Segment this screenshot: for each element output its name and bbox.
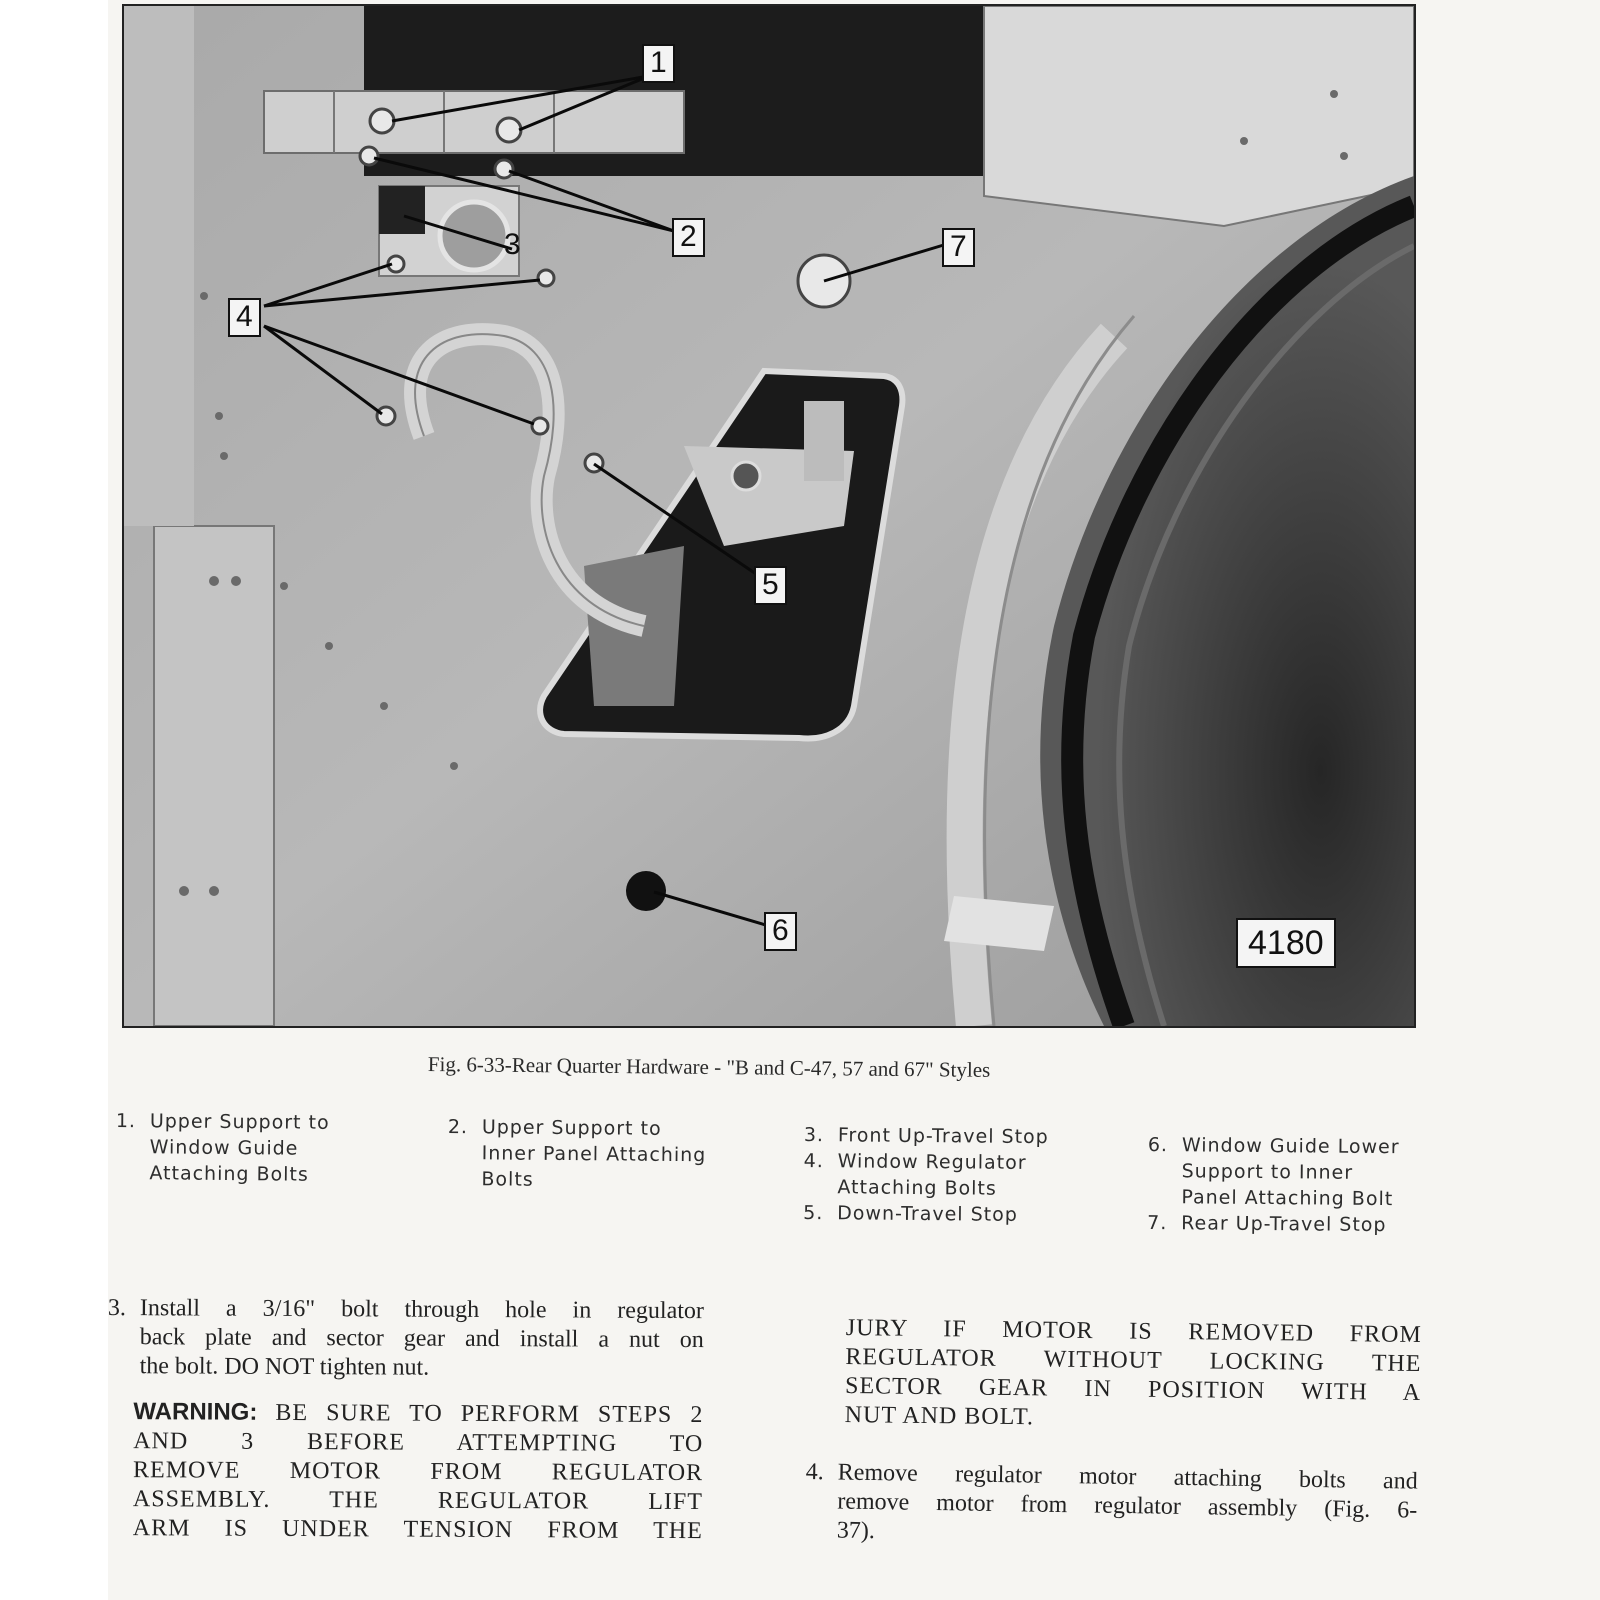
legend-item (803, 1200, 1103, 1229)
legend-text: Rear Up-Travel Stop (1181, 1212, 1387, 1237)
callout-7: 7 (942, 228, 975, 267)
step-line: 37). (836, 1517, 876, 1545)
body-left-column (107, 1294, 708, 1546)
legend-text: Down-Travel Stop (837, 1202, 1018, 1226)
legend-number: 3. (803, 1123, 825, 1147)
legend-number: 2. (447, 1115, 469, 1139)
step-number: 4. (805, 1458, 824, 1486)
warning-line: NUT AND BOLT. (844, 1401, 1035, 1431)
legend-text: Window Regulator Attaching Bolts (837, 1150, 1027, 1200)
legend-text: Window Guide Lower Support to Inner Panel Attaching Bolt (1181, 1134, 1400, 1211)
callout-3: 3 (504, 228, 521, 261)
callout-1: 1 (642, 44, 675, 83)
legend-column-1 (115, 1108, 376, 1188)
warning-line: AND 3 BEFORE ATTEMPTING TO (133, 1428, 704, 1458)
warning-line: ARM IS UNDER TENSION FROM THE (132, 1515, 703, 1545)
legend-text: Front Up-Travel Stop (837, 1124, 1049, 1149)
warning-line: SECTOR GEAR IN POSITION WITH A (844, 1372, 1422, 1407)
legend-number: 5. (803, 1201, 824, 1225)
figure-caption: Fig. 6-33-Rear Quarter Hardware - "B and C-47, 57 and 67" Styles (427, 1052, 991, 1082)
legend-item (447, 1114, 748, 1195)
warning-continued (845, 1314, 1422, 1437)
photo-illustration (124, 6, 1414, 1026)
step-line: remove motor from regulator assembly (Fig. 6- (837, 1488, 1418, 1524)
figure-number: 4180 (1236, 918, 1336, 968)
warning-line: JURY IF MOTOR IS REMOVED FROM (845, 1314, 1422, 1349)
legend-column-4 (1147, 1132, 1448, 1239)
warning-line: REMOVE MOTOR FROM REGULATOR (133, 1457, 704, 1487)
legend-number: 7. (1147, 1211, 1168, 1235)
legend-number: 6. (1147, 1133, 1169, 1157)
step-line: Install a 3/16" bolt through hole in regulator (139, 1295, 704, 1325)
legend-number: 1. (115, 1109, 137, 1133)
legend-column-3 (803, 1122, 1104, 1229)
callout-6: 6 (764, 912, 797, 951)
step-line: the bolt. DO NOT tighten nut. (139, 1353, 430, 1381)
body-right-column (805, 1458, 1422, 1555)
warning-line: REGULATOR WITHOUT LOCKING THE (845, 1343, 1422, 1378)
legend-item (115, 1108, 376, 1188)
warning-label: WARNING: (133, 1398, 258, 1426)
callout-4: 4 (228, 298, 261, 337)
hardware-photo (122, 4, 1416, 1028)
legend-text: Upper Support to Inner Panel Attaching Bolts (481, 1116, 707, 1191)
step-3 (108, 1294, 708, 1384)
step-line: back plate and sector gear and install a nut on (139, 1324, 704, 1354)
warning-line: BE SURE TO PERFORM STEPS 2 (275, 1399, 704, 1429)
callout-2: 2 (672, 218, 705, 257)
legend-item (1147, 1132, 1448, 1213)
legend-text: Upper Support to Window Guide Attaching Bolts (149, 1110, 330, 1186)
legend-item (804, 1122, 1104, 1151)
legend-number: 4. (803, 1149, 824, 1173)
legend-item (803, 1148, 1103, 1203)
warning-block (133, 1397, 704, 1546)
step-line: Remove regulator motor attaching bolts and (837, 1459, 1418, 1495)
legend-item (1147, 1210, 1447, 1239)
warning-line: ASSEMBLY. THE REGULATOR LIFT (132, 1486, 703, 1516)
legend-column-2 (447, 1114, 748, 1195)
step-4 (805, 1458, 1422, 1555)
step-number: 3. (107, 1295, 126, 1322)
callout-5: 5 (754, 566, 787, 605)
